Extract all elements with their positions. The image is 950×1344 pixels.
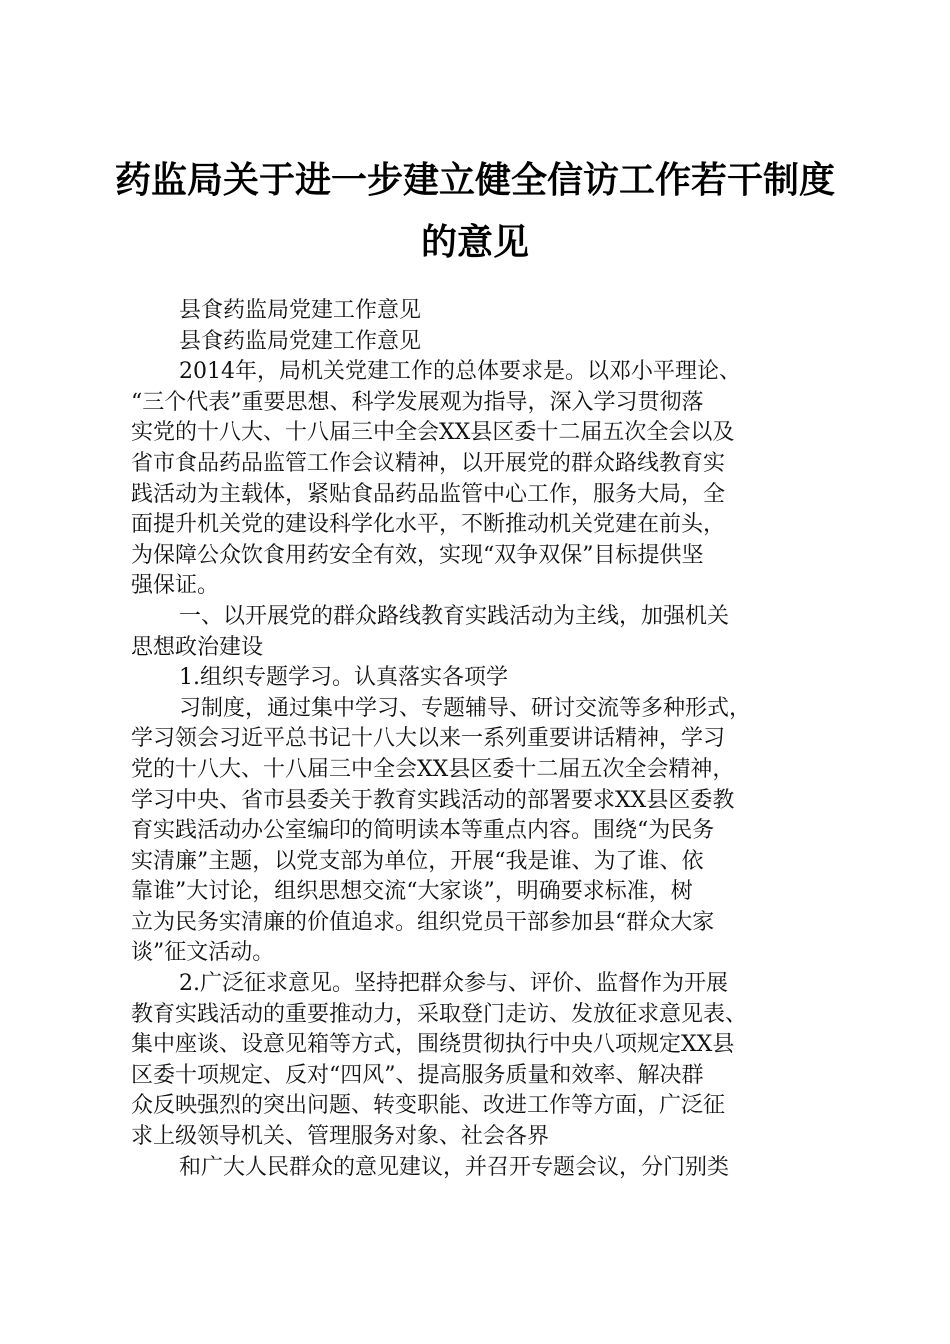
body-text-line: 践活动为主载体，紧贴食品药品监管中心工作，服务大局，全 [131, 481, 726, 507]
body-text-line: 实党的十八大、十八届三中全会XX县区委十二届五次全会以及 [131, 420, 735, 446]
body-text-line: 实清廉”主题，以党支部为单位，开展“我是谁、为了谁、依 [131, 848, 704, 874]
body-text-line: 县食药监局党建工作意见 [179, 298, 422, 323]
body-text-line: 一、以开展党的群众路线教育实践活动为主线，加强机关 [179, 603, 730, 629]
document-body [131, 296, 831, 1183]
body-text-line: 县食药监局党建工作意见 [179, 328, 422, 354]
body-text-line: 育实践活动办公室编印的简明读本等重点内容。围绕“为民务 [131, 818, 715, 844]
body-text-line: 1.组织专题学习。认真落实各项学 [179, 665, 508, 691]
body-text-line: 面提升机关党的建设科学化水平，不断推动机关党建在前头， [131, 512, 726, 538]
body-text-line: 众反映强烈的突出问题、转变职能、改进工作等方面，广泛征 [131, 1093, 726, 1119]
body-text-line: 立为民务实清廉的价值追求。组织党员干部参加县“群众大家 [131, 909, 715, 935]
document-title-line-2: 的意见 [420, 221, 529, 263]
body-text-line: 党的十八大、十八届三中全会XX县区委十二届五次全会精神， [131, 756, 735, 782]
body-text-line: 区委十项规定、反对“四风”、提高服务质量和效率、解决群 [131, 1062, 704, 1088]
body-text-line: 2.广泛征求意见。坚持把群众参与、评价、监督作为开展 [179, 971, 728, 997]
document-title-line-1: 药监局关于进一步建立健全信访工作若干制度 [114, 159, 835, 201]
body-text-line: 集中座谈、设意见箱等方式，围绕贯彻执行中央八项规定XX县 [131, 1032, 735, 1058]
body-text-line: 教育实践活动的重要推动力，采取登门走访、发放征求意见表、 [131, 1001, 748, 1027]
body-text-line: 强保证。 [131, 573, 220, 599]
body-text-line: 谈”征文活动。 [131, 940, 275, 966]
body-text-line: 求上级领导机关、管理服务对象、社会各界 [131, 1124, 550, 1150]
body-text-line: 思想政治建设 [131, 634, 264, 660]
body-text-line: 靠谁”大讨论，组织思想交流“大家谈”，明确要求标准，树 [131, 879, 693, 905]
body-text-line: 学习中央、省市县委关于教育实践活动的部署要求XX县区委教 [131, 787, 735, 813]
body-text-line: 习制度，通过集中学习、专题辅导、研讨交流等多种形式， [179, 695, 752, 721]
body-text-line: 为保障公众饮食用药安全有效，实现“双争双保”目标提供坚 [131, 542, 704, 568]
body-text-line: 2014年，局机关党建工作的总体要求是。以邓小平理论、 [179, 359, 741, 385]
body-text-line: 和广大人民群众的意见建议，并召开专题会议，分门别类 [179, 1154, 730, 1180]
body-text-line: “三个代表”重要思想、科学发展观为指导，深入学习贯彻落 [131, 389, 704, 415]
body-text-line: 省市食品药品监管工作会议精神，以开展党的群众路线教育实 [131, 450, 726, 476]
body-text-line: 学习领会习近平总书记十八大以来一系列重要讲话精神，学习 [131, 726, 726, 752]
